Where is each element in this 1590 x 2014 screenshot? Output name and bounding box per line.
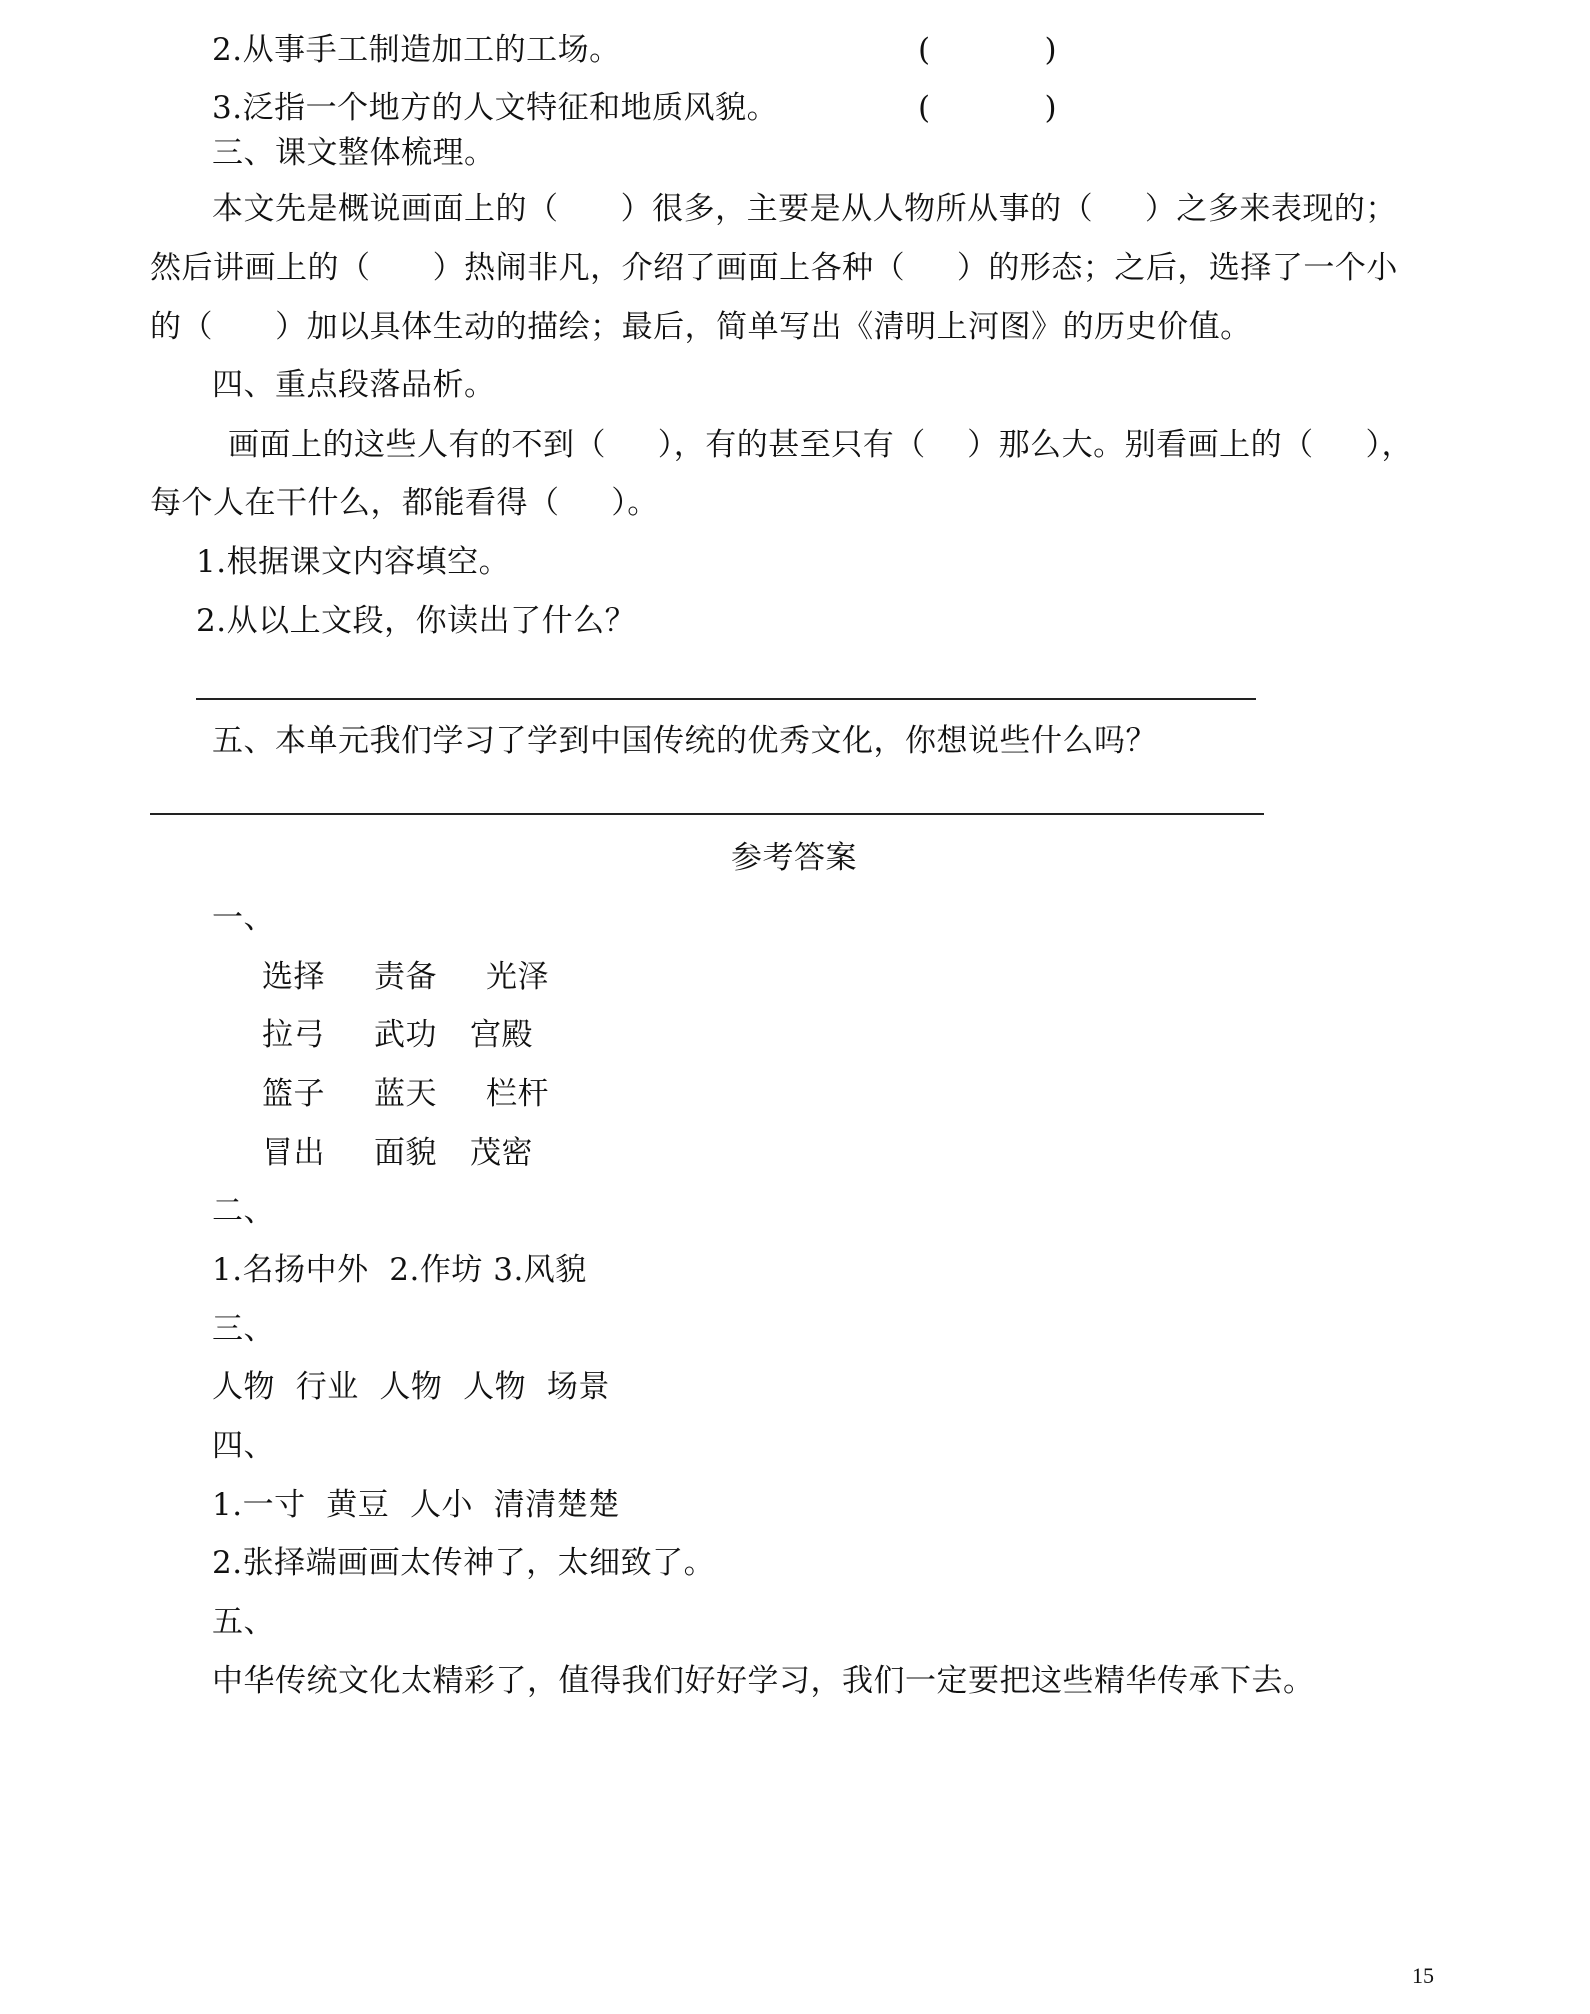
answer-3-heading: 三、 <box>212 1311 275 1347</box>
answer-word: 武功 <box>374 1017 437 1053</box>
section-3-line-3: 的（ ）加以具体生动的描绘；最后，简单写出《清明上河图》的历史价值。 <box>150 309 1252 345</box>
answer-line-1 <box>196 698 1256 700</box>
answer-word: 蓝天 <box>374 1076 437 1112</box>
answer-5-text: 中华传统文化太精彩了，值得我们好好学习，我们一定要把这些精华传承下去。 <box>212 1663 1315 1699</box>
answer-blank-2-2: ( ) <box>918 32 1058 68</box>
answer-word: 拉弓 <box>262 1017 325 1053</box>
answer-4-heading: 四、 <box>212 1428 275 1464</box>
answer-key-title: 参考答案 <box>731 840 857 876</box>
section-3-heading: 三、课文整体梳理。 <box>212 135 496 171</box>
question-2-2: 2.从事手工制造加工的工场。 <box>212 32 621 68</box>
answer-word: 光泽 <box>486 959 549 995</box>
section-5-heading: 五、本单元我们学习了学到中国传统的优秀文化，你想说些什么吗？ <box>212 723 1157 759</box>
section-4-passage-line-2: 每个人在干什么，都能看得（ ）。 <box>150 485 659 521</box>
answer-2-text: 1.名扬中外 2.作坊 3.风貌 <box>212 1252 587 1288</box>
answer-word: 面貌 <box>374 1135 437 1171</box>
answer-word: 栏杆 <box>486 1076 549 1112</box>
question-2-3: 3.泛指一个地方的人文特征和地质风貌。 <box>212 90 779 126</box>
answer-4-line-1: 1.一寸 黄豆 人小 清清楚楚 <box>212 1487 620 1523</box>
page-number: 15 <box>1412 1963 1434 1988</box>
answer-2-heading: 二、 <box>212 1193 275 1229</box>
section-4-question-1: 1.根据课文内容填空。 <box>196 544 511 580</box>
section-4-passage-line-1: 画面上的这些人有的不到（ ），有的甚至只有（ ）那么大。别看画上的（ ）， <box>228 427 1413 463</box>
answer-5-heading: 五、 <box>212 1604 275 1640</box>
answer-word: 茂密 <box>470 1135 533 1171</box>
answer-word: 责备 <box>374 959 437 995</box>
answer-1-heading: 一、 <box>212 900 275 936</box>
answer-word: 篮子 <box>262 1076 325 1112</box>
answer-3-text: 人物 行业 人物 人物 场景 <box>212 1369 610 1405</box>
answer-word: 选择 <box>262 959 325 995</box>
section-4-question-2: 2.从以上文段，你读出了什么？ <box>196 603 637 639</box>
answer-word: 宫殿 <box>470 1017 533 1053</box>
answer-4-line-2: 2.张择端画画太传神了，太细致了。 <box>212 1545 716 1581</box>
answer-word: 冒出 <box>262 1135 325 1171</box>
answer-blank-2-3: ( ) <box>918 90 1058 126</box>
section-3-line-1: 本文先是概说画面上的（ ）很多，主要是从人物所从事的（ ）之多来表现的； <box>212 191 1397 227</box>
answer-line-2 <box>150 813 1264 815</box>
section-4-heading: 四、重点段落品析。 <box>212 367 496 403</box>
section-3-line-2: 然后讲画上的（ ）热闹非凡，介绍了画面上各种（ ）的形态；之后，选择了一个小 <box>150 250 1398 286</box>
